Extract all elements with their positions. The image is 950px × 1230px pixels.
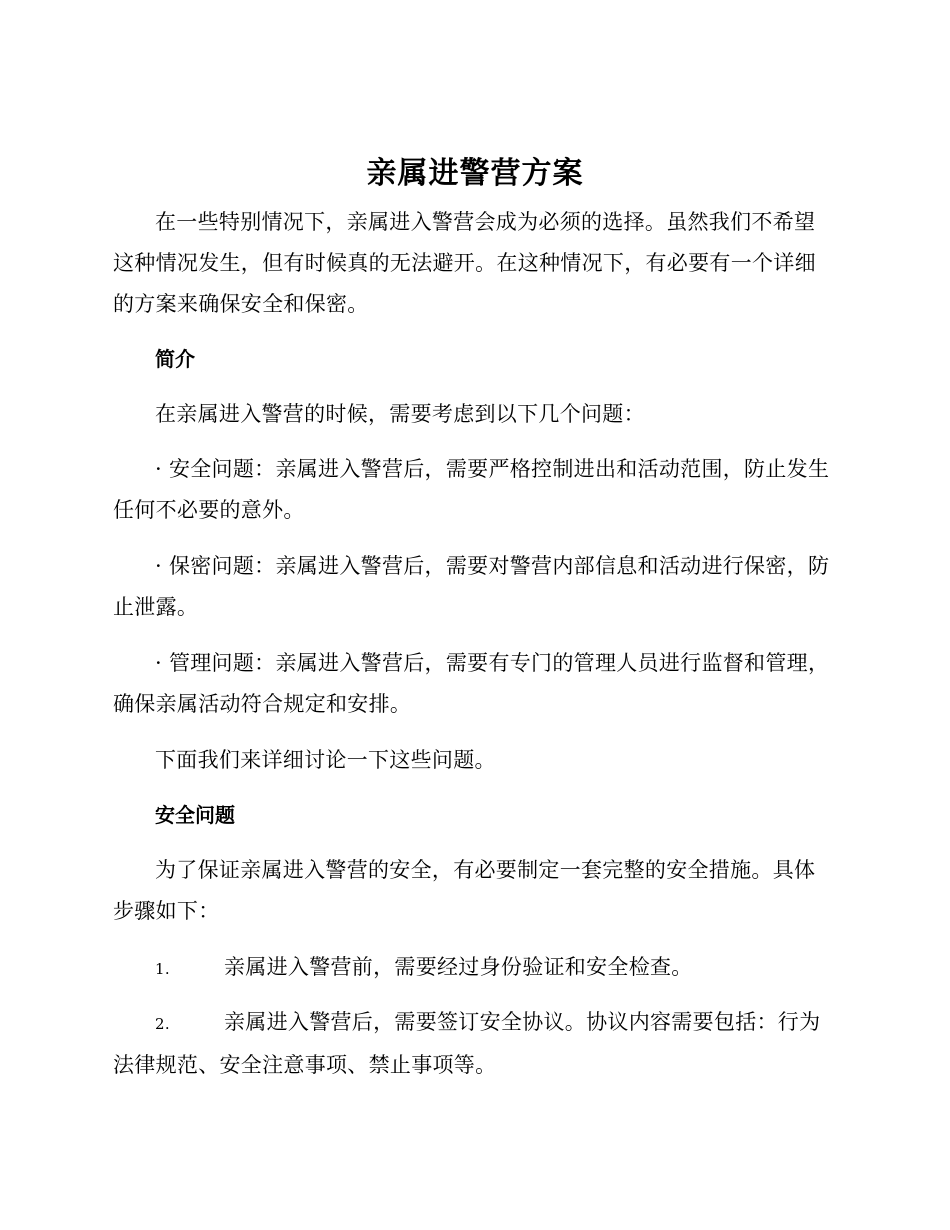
step-text: 亲属进入警营前，需要经过身份验证和安全检查。 bbox=[224, 955, 693, 979]
section-outro-paragraph: 下面我们来详细讨论一下这些问题。 bbox=[155, 748, 496, 772]
step-number: 1. bbox=[155, 960, 170, 978]
numbered-step bbox=[113, 1002, 833, 1086]
numbered-step bbox=[113, 947, 833, 990]
step-number: 2. bbox=[155, 1015, 170, 1033]
intro-paragraph: 在一些特别情况下，亲属进入警营会成为必须的选择。虽然我们不希望这种情况发生，但有时候真的无法避开。在这种情况下，有必要有一个详细的方案来确保安全和保密。 bbox=[113, 210, 816, 316]
step-text: 亲属进入警营后，需要签订安全协议。协议内容需要包括：行为法律规范、安全注意事项、禁止事项等。 bbox=[113, 1010, 821, 1077]
section-heading-intro: 简介 bbox=[155, 347, 195, 371]
section-lead-paragraph: 在亲属进入警营的时候，需要考虑到以下几个问题： bbox=[155, 402, 645, 426]
document-title: 亲属进警营方案 bbox=[366, 156, 584, 191]
bullet-item-safety: · 安全问题：亲属进入警营后，需要严格控制进出和活动范围，防止发生任何不必要的意外。 bbox=[113, 457, 830, 522]
safety-lead-paragraph: 为了保证亲属进入警营的安全，有必要制定一套完整的安全措施。具体步骤如下： bbox=[113, 858, 816, 923]
bullet-item-management: · 管理问题：亲属进入警营后，需要有专门的管理人员进行监督和管理，确保亲属活动符合规定和安排。 bbox=[113, 651, 830, 716]
section-heading-safety: 安全问题 bbox=[155, 803, 235, 827]
bullet-item-secrecy: · 保密问题：亲属进入警营后，需要对警营内部信息和活动进行保密，防止泄露。 bbox=[113, 554, 830, 619]
